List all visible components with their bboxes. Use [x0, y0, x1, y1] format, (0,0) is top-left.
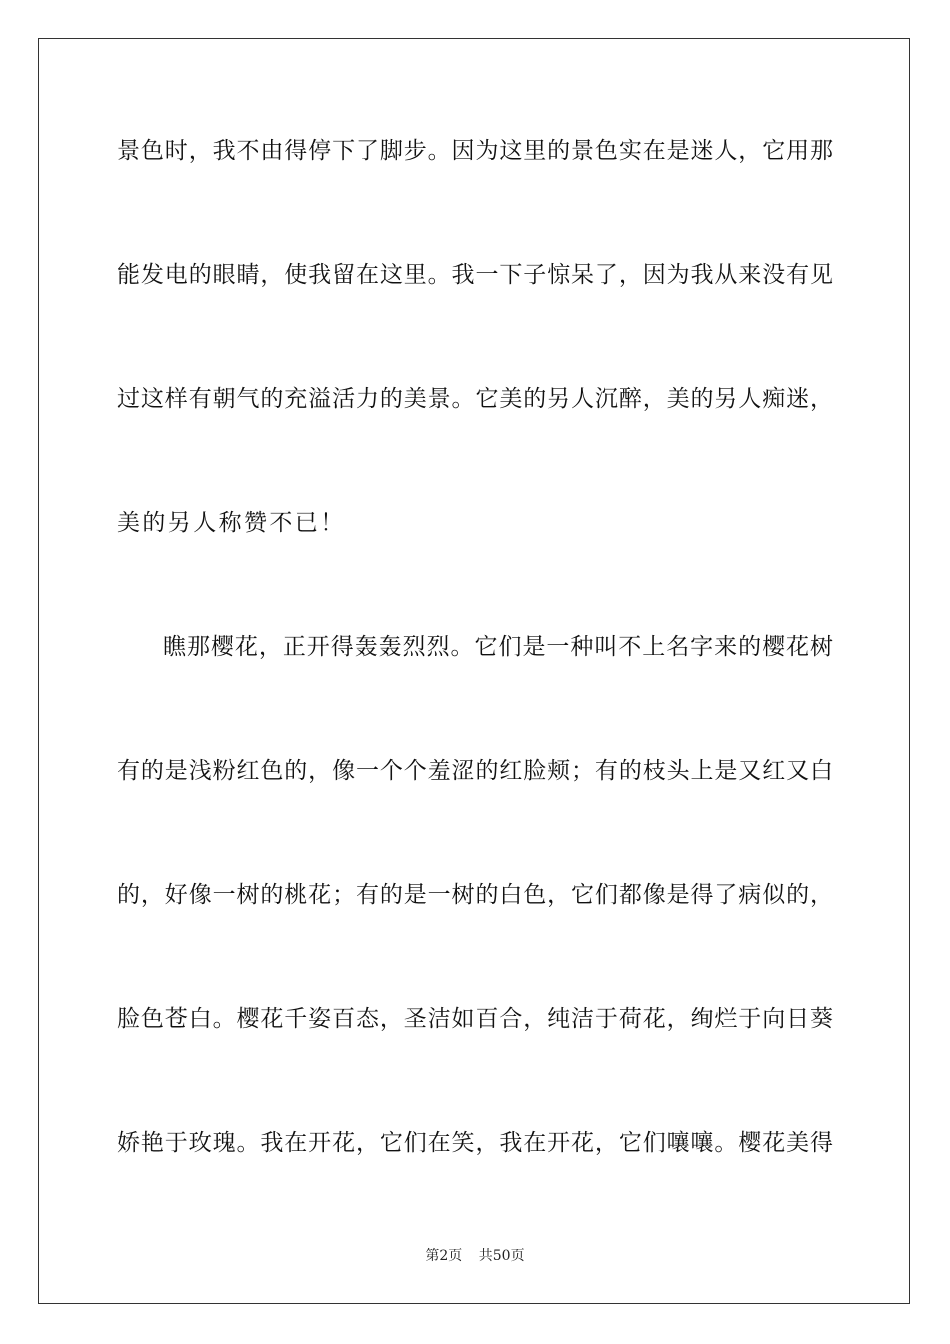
- body-text-line-7: 的，好像一树的桃花；有的是一树的白色，它们都像是得了病似的，: [117, 882, 833, 908]
- body-text-line-8: 脸色苍白。樱花千姿百态，圣洁如百合，纯洁于荷花，绚烂于向日葵: [117, 1006, 833, 1032]
- body-text-line-6: 有的是浅粉红色的，像一个个羞涩的红脸颊；有的枝头上是又红又白: [117, 758, 833, 784]
- body-text-line-1: 景色时，我不由得停下了脚步。因为这里的景色实在是迷人，它用那: [117, 138, 833, 164]
- body-text-line-2: 能发电的眼睛，使我留在这里。我一下子惊呆了，因为我从来没有见: [117, 262, 833, 288]
- body-text-line-4: 美的另人称赞不已！: [117, 510, 346, 536]
- body-text-line-3: 过这样有朝气的充溢活力的美景。它美的另人沉醉，美的另人痴迷，: [117, 386, 833, 412]
- body-text-line-9: 娇艳于玫瑰。我在开花，它们在笑，我在开花，它们嚷嚷。樱花美得: [117, 1130, 833, 1156]
- page-number: 第2页: [425, 1248, 463, 1264]
- page-border: [38, 38, 910, 1304]
- paragraph-start-line: 瞧那樱花，正开得轰轰烈烈。它们是一种叫不上名字来的樱花树: [163, 634, 833, 660]
- page-total: 共50页: [478, 1248, 525, 1264]
- page-footer: [0, 1247, 950, 1265]
